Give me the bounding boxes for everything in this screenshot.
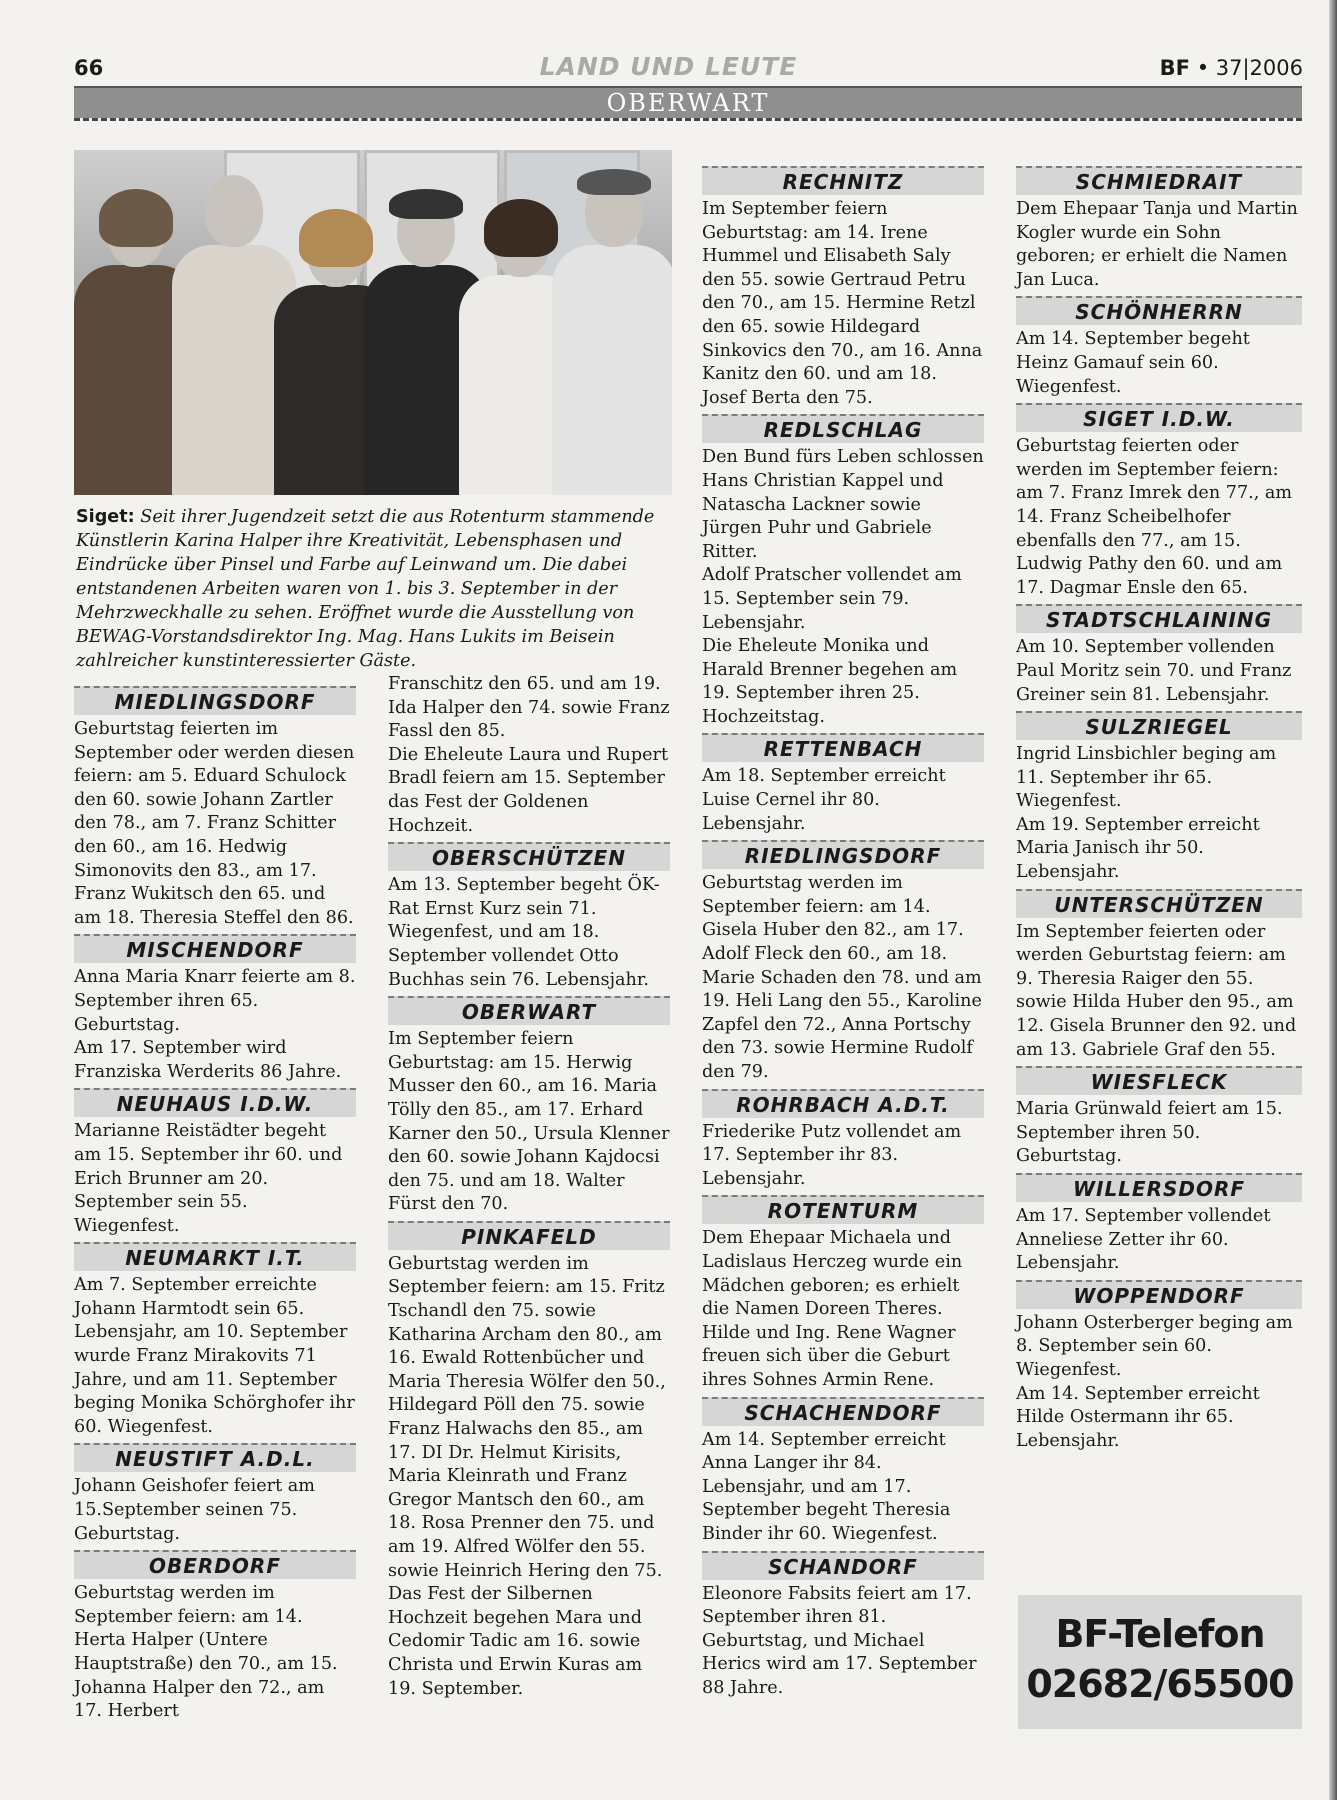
place-heading: NEUHAUS I.D.W. — [74, 1088, 356, 1117]
news-paragraph: Dem Ehepaar Michaela und Ladislaus Herczeg wurde ein Mädchen geboren; es erhielt die Namen Doreen Theres. — [702, 1228, 963, 1320]
news-paragraph: Im September feierten oder werden Geburtstag feiern: am 9. Theresia Raiger den 55. sowie Hilda Huber den 95., am 12. Gisela Brunner den 92. und am 13. Gabriele Graf den 55. — [1016, 921, 1297, 1060]
header-divider — [74, 118, 1302, 121]
news-paragraph: Am 18. September erreicht Luise Cernel ihr 80. Lebensjahr. — [702, 766, 946, 834]
news-paragraph: Am 10. September vollenden Paul Moritz sein 70. und Franz Greiner sein 81. Lebensjahr. — [1016, 637, 1292, 705]
news-paragraph: Geburtstag feierten im September oder werden diesen feiern: am 5. Eduard Schulock den 60. sowie Johann Zartler den 78., am 7. Franz Schitter den 60., am 16. Hedwig Simonovits den 83., am 17. Franz Wukitsch den 65. und am 18. Theresia Steffel den 86. — [74, 719, 355, 928]
column-1 — [74, 682, 356, 1724]
column-3 — [702, 162, 984, 1700]
issue-separator: • — [1196, 56, 1216, 80]
news-item — [74, 1120, 356, 1238]
place-heading: OBERSCHÜTZEN — [388, 842, 670, 871]
news-paragraph: Ingrid Linsbichler beging am 11. September ihr 65. Wiegenfest. — [1016, 744, 1277, 812]
news-item — [1016, 435, 1302, 600]
region-title: OBERWART — [606, 89, 770, 117]
place-heading: ROTENTURM — [702, 1195, 984, 1224]
news-paragraph: Im September feiern Geburtstag: am 14. Irene Hummel und Elisabeth Saly den 55. sowie Gertraud Petru den 70., am 15. Hermine Retzl den 65. sowie Hildegard Sinkovics den 70., am 16. Anna Kanitz den 60. und am 18. Josef Berta den 75. — [702, 199, 983, 408]
news-paragraph: Am 17. September wird Franziska Werderits 86 Jahre. — [74, 1038, 342, 1082]
news-paragraph: Johann Geishofer feiert am 15.September seinen 75. Geburtstag. — [74, 1476, 315, 1544]
news-item — [388, 673, 670, 838]
news-paragraph: Geburtstag werden im September feiern: am 14. Gisela Huber den 82., am 17. Adolf Fleck den 60., am 18. Marie Schaden den 78. und am 19. Heli Lang den 55., Karoline Zapfel den 72., Anna Portschy den 73. sowie Hermine Rudolf den 79. — [702, 873, 982, 1082]
contact-label: BF-Telefon — [1055, 1612, 1265, 1656]
news-item — [1016, 1312, 1302, 1454]
news-item — [702, 872, 984, 1084]
place-heading: RETTENBACH — [702, 733, 984, 762]
news-paragraph: Dem Ehepaar Tanja und Martin Kogler wurde ein Sohn geboren; er erhielt die Namen Jan Luca. — [1016, 199, 1298, 290]
news-paragraph: Die Eheleute Laura und Rupert Bradl feiern am 15. September das Fest der Goldenen Hochzeit. — [388, 744, 669, 836]
place-heading: UNTERSCHÜTZEN — [1016, 889, 1302, 918]
news-item — [388, 1028, 670, 1217]
contact-number: 02682/65500 — [1026, 1662, 1294, 1706]
place-heading: SCHÖNHERRN — [1016, 296, 1302, 325]
section-title: LAND UND LEUTE — [539, 52, 798, 81]
news-item — [702, 765, 984, 836]
page-spine-shadow — [1329, 0, 1337, 1800]
place-heading: OBERDORF — [74, 1550, 356, 1579]
caption-text: Seit ihrer Jugendzeit setzt die aus Rotenturm stammende Künstlerin Karina Halper ihre Kreativität, Lebensphasen und Eindrücke über Pinsel und Farbe auf Leinwand um. Die dabei entstandenen Arbeiten waren von 1. bis 3. September in der Mehrzweckhalle zu sehen. Eröffnet wurde die Ausstellung von BEWAG-Vorstandsdirektor Ing. Mag. Hans Lukits im Beisein zahlreicher kunstinteressierter Gäste. — [76, 507, 655, 671]
news-paragraph: Johann Osterberger beging am 8. September sein 60. Wiegenfest. — [1016, 1312, 1293, 1380]
news-paragraph: Geburtstag feierten oder werden im September feiern: am 7. Franz Imrek den 77., am 14. Franz Scheibelhofer ebenfalls den 77., am 15. Ludwig Pathy den 60. und am 17. Dagmar Ensle den 65. — [1016, 436, 1293, 598]
news-paragraph: Im September feiern Geburtstag: am 15. Herwig Musser den 60., am 16. Maria Tölly den 85., am 17. Erhard Karner den 50., Ursula Klenner den 60. sowie Johann Kajdocsi den 75. und am 18. Walter Fürst den 70. — [388, 1029, 670, 1215]
news-item — [74, 1582, 356, 1724]
news-paragraph: Geburtstag werden im September feiern: am 15. Fritz Tschandl den 75. sowie Katharina Archam den 80., am 16. Ewald Rottenbücher und Maria Theresia Wölfer den 50., Hildegard Pöll den 75. sowie Franz Halwachs den 85., am 17. DI Dr. Helmut Kirisits, Maria Kleinrath und Franz Gregor Mantsch den 60., am 18. Rosa Prenner den 75. und am 19. Alfred Wölfer den 55. sowie Heinrich Hering den 75. — [388, 1253, 666, 1581]
place-heading: REDLSCHLAG — [702, 414, 984, 443]
place-heading: SCHACHENDORF — [702, 1397, 984, 1426]
group-photo — [74, 150, 672, 495]
news-paragraph: Anna Maria Knarr feierte am 8. September ihren 65. Geburtstag. — [74, 967, 356, 1035]
place-heading: PINKAFELD — [388, 1221, 670, 1250]
news-paragraph: Die Eheleute Monika und Harald Brenner begehen am 19. September ihren 25. Hochzeitstag. — [702, 636, 958, 727]
place-heading: SULZRIEGEL — [1016, 711, 1302, 740]
news-item — [74, 718, 356, 930]
place-heading: WOPPENDORF — [1016, 1280, 1302, 1309]
issue-number: 37|2006 — [1215, 56, 1303, 80]
column-2 — [388, 673, 670, 1701]
news-item — [74, 966, 356, 1084]
brand-name: BF — [1159, 56, 1190, 80]
caption-lead: Siget: — [76, 507, 135, 527]
place-heading: WIESFLECK — [1016, 1066, 1302, 1095]
issue-info — [1160, 56, 1303, 80]
news-paragraph: Franschitz den 65. und am 19. Ida Halper den 74. sowie Franz Fassl den 85. — [388, 674, 670, 742]
news-paragraph: Hilde und Ing. Rene Wagner freuen sich über die Geburt ihres Sohnes Armin Rene. — [702, 1322, 956, 1390]
news-paragraph: Geburtstag werden im September feiern: am 14. Herta Halper (Untere Hauptstraße) den 70., am 15. Johanna Halper den 72., am 17. Herbert — [74, 1583, 338, 1722]
region-bar — [74, 86, 1302, 118]
place-heading: NEUMARKT I.T. — [74, 1242, 356, 1271]
news-item — [1016, 1098, 1302, 1169]
news-item — [74, 1475, 356, 1546]
news-paragraph: Maria Grünwald feiert am 15. September ihren 50. Geburtstag. — [1016, 1099, 1283, 1167]
news-paragraph: Am 14. September erreicht Anna Langer ihr 84. Lebensjahr, und am 17. September begeht Theresia Binder ihr 60. Wiegenfest. — [702, 1429, 951, 1544]
place-heading: NEUSTIFT A.D.L. — [74, 1443, 356, 1472]
place-heading: SIGET I.D.W. — [1016, 403, 1302, 432]
news-item — [1016, 921, 1302, 1063]
news-item — [1016, 198, 1302, 292]
news-paragraph: Adolf Pratscher vollendet am 15. September sein 79. Lebensjahr. — [702, 565, 962, 633]
news-paragraph: Am 17. September vollendet Anneliese Zetter ihr 60. Lebensjahr. — [1016, 1206, 1271, 1274]
news-paragraph: Am 19. September erreicht Maria Janisch ihr 50. Lebensjahr. — [1016, 814, 1260, 883]
news-paragraph: Den Bund fürs Leben schlossen Hans Christian Kappel und Natascha Lackner sowie Jürgen Puhr und Gabriele Ritter. — [702, 447, 984, 562]
news-item — [388, 874, 670, 992]
news-paragraph: Das Fest der Silbernen Hochzeit begehen Mara und Cedomir Tadic am 16. sowie Christa und Erwin Kuras am 19. September. — [388, 1584, 643, 1699]
place-heading: MIEDLINGSDORF — [74, 686, 356, 715]
photo-caption — [76, 505, 672, 673]
place-heading: WILLERSDORF — [1016, 1173, 1302, 1202]
column-4 — [1016, 162, 1302, 1453]
contact-box — [1018, 1595, 1302, 1729]
place-heading: SCHANDORF — [702, 1551, 984, 1580]
place-heading: RECHNITZ — [702, 166, 984, 195]
news-paragraph: Eleonore Fabsits feiert am 17. September ihren 81. Geburtstag, und Michael Herics wird am 17. September 88 Jahre. — [702, 1583, 977, 1698]
news-paragraph: Friederike Putz vollendet am 17. September ihr 83. Lebensjahr. — [702, 1121, 962, 1189]
place-heading: ROHRBACH A.D.T. — [702, 1089, 984, 1118]
news-item — [1016, 1205, 1302, 1276]
news-item — [702, 1121, 984, 1192]
place-heading: MISCHENDORF — [74, 934, 356, 963]
news-item — [702, 1583, 984, 1701]
news-item — [702, 1227, 984, 1392]
place-heading: STADTSCHLAINING — [1016, 604, 1302, 633]
place-heading: RIEDLINGSDORF — [702, 840, 984, 869]
place-heading: SCHMIEDRAIT — [1016, 166, 1302, 195]
person-silhouette — [552, 175, 672, 495]
page-number: 66 — [74, 56, 104, 80]
news-item — [702, 198, 984, 410]
news-item — [1016, 743, 1302, 885]
news-paragraph: Am 13. September begeht ÖK-Rat Ernst Kurz sein 71. Wiegenfest, und am 18. September vollendet Otto Buchhas sein 76. Lebensjahr. — [388, 875, 660, 990]
news-paragraph: Am 14. September erreicht Hilde Ostermann ihr 65. Lebensjahr. — [1016, 1383, 1260, 1451]
news-item — [1016, 636, 1302, 707]
news-item — [702, 1429, 984, 1547]
news-paragraph: Marianne Reistädter begeht am 15. September ihr 60. und Erich Brunner am 20. September sein 55. Wiegenfest. — [74, 1121, 343, 1236]
news-item — [74, 1274, 356, 1439]
news-paragraph: Am 7. September erreichte Johann Harmtodt sein 65. Lebensjahr, am 10. September wurde Franz Mirakovits 71 Jahre, und am 11. September beging Monika Schörghofer ihr 60. Wiegenfest. — [74, 1275, 355, 1437]
place-heading: OBERWART — [388, 996, 670, 1025]
news-item — [702, 446, 984, 729]
news-item — [1016, 328, 1302, 399]
news-item — [388, 1253, 670, 1701]
news-paragraph: Am 14. September begeht Heinz Gamauf sein 60. Wiegenfest. — [1016, 329, 1250, 397]
